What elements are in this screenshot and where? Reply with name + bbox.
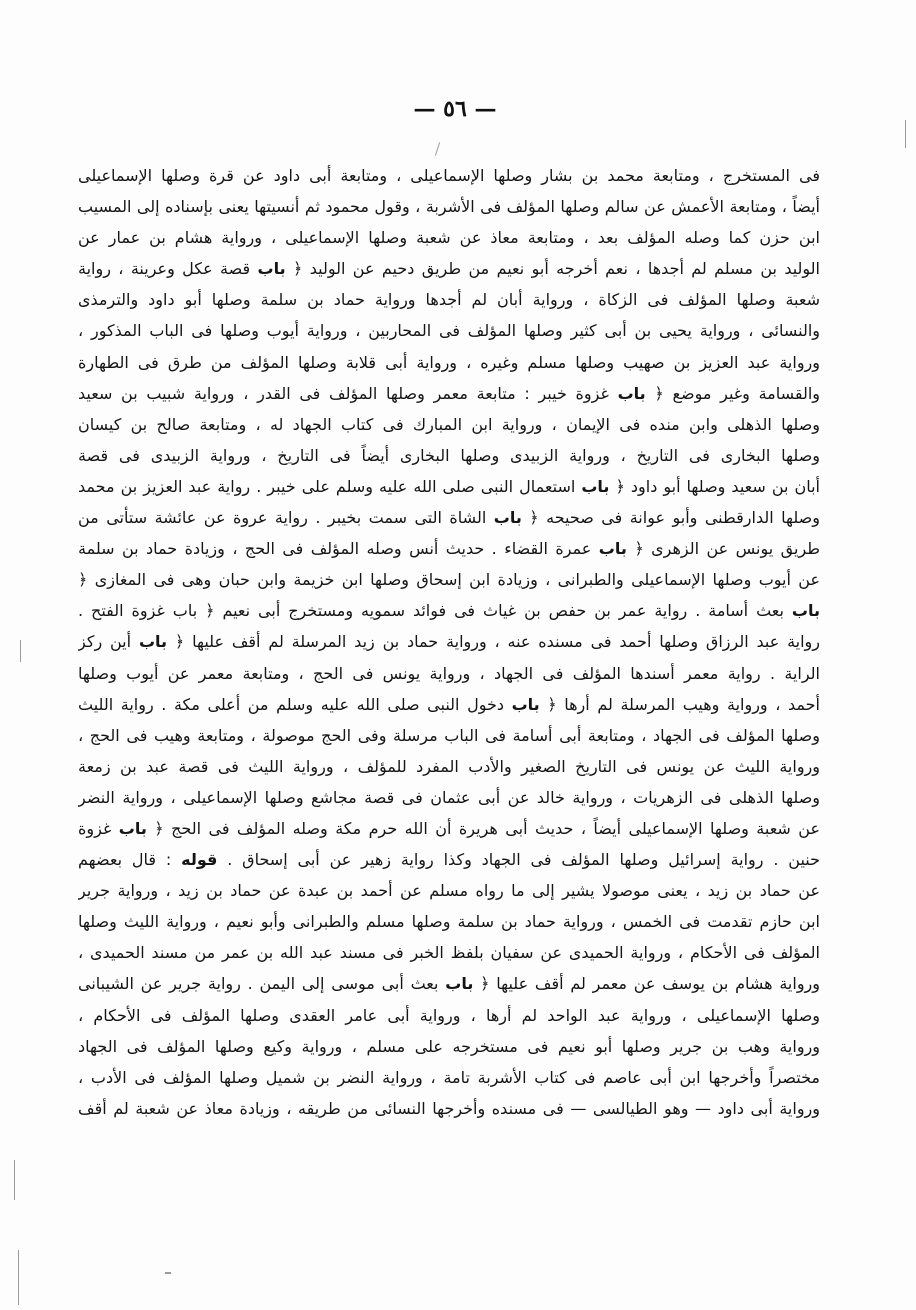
text-line: وصلها الإسماعيلى ، ورواية عبد الواحد لم أرها ، ورواية أبى عامر العقدى وصلها المؤلف فى الأحكام ، (78, 1005, 820, 1025)
text-line: أيضاً ، ومتابعة الأعمش عن سالم وصلها المؤلف فى الأشربة ، وقول محمود ثم أنسيتها يعنى بإسناده إلى المسيب (78, 197, 820, 217)
text-line: مختصراً وأخرجها ابن أبى عاصم فى كتاب الأشربة تامة ، ورواية النضر بن شميل وصلها المؤلف فى الأدب ، (78, 1067, 820, 1087)
text-line: ورواية أبى داود — وهو الطيالسى — فى مسنده وأخرجها النسائى من طريقه ، وزيادة معاذ عن شعبة لم أقف (78, 1098, 820, 1118)
text-line: والنسائى ، ورواية يحيى بن أبى كثير وصلها المؤلف فى المحاربين ، ورواية أيوب وصلها فى الباب المذكور ، (78, 321, 820, 341)
scan-speck (20, 640, 21, 662)
text-line: الراية . رواية معمر أسندها المؤلف فى الجهاد ، ورواية يونس فى الحج ، ومتابعة معمر عن أيوب وصلها (78, 663, 820, 683)
text-line: وصلها الدارقطنى وأبو عوانة فى صحيحه ﴿ باب الشاة التى سمت بخيبر . رواية عروة عن عائشة ستأتى من (78, 508, 820, 528)
text-line: المؤلف فى الأحكام ، ورواية الحميدى عن سفيان بلفظ الخبر فى مسند عبد الله بن عمر من مسند الحميدى ، (78, 943, 820, 963)
text-line: رواية عبد الرزاق وصلها أحمد فى مسنده عنه ، ورواية حماد بن زيد المرسلة لم أقف عليها ﴿ باب أين ركز (78, 632, 820, 652)
text-line: ورواية هشام بن يوسف عن معمر لم أقف عليها ﴿ باب بعث أبى موسى إلى اليمن . رواية جرير عن الشيبانى (78, 974, 820, 994)
body-text (78, 160, 820, 1124)
text-line: أبان بن سعيد وصلها أبو داود ﴿ باب استعمال النبى صلى الله عليه وسلم على خيبر . رواية عبد العزيز بن محمد (78, 476, 820, 496)
text-line: عن حماد بن زيد ، يعنى موصولا يشير إلى ما رواه مسلم عن أحمد بن عبدة عن حماد بن زيد ، ورواية جرير (78, 881, 820, 901)
text-line: باب بعث أسامة . رواية عمر بن حفص بن غياث فى فوائد سمويه ومستخرج أبى نعيم ﴿ باب غزوة الفتح . (78, 601, 820, 621)
scan-speck (18, 1250, 19, 1305)
text-line: وصلها المؤلف فى الجهاد ، ومتابعة أبى أسامة فى الباب مرسلة وفى الحج موصولة ، ومتابعة وهيب فى الحج ، (78, 725, 820, 745)
text-line: عن شعبة وصلها الإسماعيلى أيضاً ، حديث أبى هريرة أن الله حرم مكة وصله المؤلف فى الحج ﴿ باب غزوة (78, 818, 820, 838)
text-line: وصلها الذهلى وابن منده فى الإيمان ، ورواية ابن المبارك فى كتاب الجهاد له ، ومتابعة صالح بن كيسان (78, 414, 820, 434)
text-line: وصلها البخارى فى التاريخ ، ورواية الزبيدى وصلها البخارى أيضاً فى التاريخ ، ورواية الزبيدى فى قصة (78, 445, 820, 465)
text-line: ابن حازم تقدمت فى الخمس ، ورواية حماد بن سلمة وصلها مسلم والطبرانى وأبو نعيم ، ورواية الليث وصلها (78, 912, 820, 932)
text-line: أحمد ، ورواية وهيب المرسلة لم أرها ﴿ باب دخول النبى صلى الله عليه وسلم من أعلى مكة . رواية الليث (78, 694, 820, 714)
text-line: ابن حزن كما وصله المؤلف بعد ، ومتابعة معاذ عن شعبة وصلها الإسماعيلى ، ورواية هشام بن عمار عن (78, 228, 820, 248)
text-line: ورواية وهب بن جرير وصلها أبو نعيم فى مستخرجه على مسلم ، ورواية وكيع وصلها المؤلف فى الجهاد (78, 1036, 820, 1056)
text-line: ورواية عبد العزيز بن صهيب وصلها مسلم وغيره ، ورواية أبى قلابة وصلها المؤلف من طرق فى الطهارة (78, 352, 820, 372)
scan-speck (165, 1272, 171, 1274)
text-line: عن أيوب وصلها الإسماعيلى والطبرانى ، وزيادة ابن إسحاق وصلها ابن خزيمة وابن حبان وهى فى المغازى ﴿ (78, 570, 820, 590)
text-line: وصلها الذهلى فى الزهريات ، ورواية خالد عن أبى عثمان فى قصة مجاشع وصلها الإسماعيلى ، ورواية النضر (78, 787, 820, 807)
text-line: ورواية الليث عن يونس فى التاريخ الصغير والأدب المفرد للمؤلف ، ورواية الليث فى قصة عبد بن زمعة (78, 756, 820, 776)
text-line: شعبة وصلها المؤلف فى الزكاة ، ورواية أبان لم أجدها ورواية حماد بن سلمة وصلها أبو داود والترمذى (78, 290, 820, 310)
text-line: حنين . رواية إسرائيل وصلها المؤلف فى الجهاد وكذا رواية زهير عن أبى إسحاق . قوله : قال بعضهم (78, 850, 820, 870)
text-line: الوليد بن مسلم لم أجدها ، نعم أخرجه أبو نعيم من طريق دحيم عن الوليد ﴿ باب قصة عكل وعرينة ، رواية (78, 259, 820, 279)
text-line: طريق يونس عن الزهرى ﴿ باب عمرة القضاء . حديث أنس وصله المؤلف فى الحج ، وزيادة حماد بن سلمة (78, 539, 820, 559)
page-number: — ٥٦ — (413, 96, 497, 122)
scan-speck (435, 142, 440, 156)
scan-speck (905, 120, 906, 148)
text-line: والقسامة وغير موضع ﴿ باب غزوة خيبر : متابعة معمر وصلها المؤلف فى القدر ، ورواية شبيب بن سعيد (78, 383, 820, 403)
text-line: فى المستخرج ، ومتابعة محمد بن بشار وصلها الإسماعيلى ، ومتابعة أبى داود عن قرة وصلها الإسماعيلى (78, 166, 820, 185)
scan-speck (14, 1160, 15, 1200)
